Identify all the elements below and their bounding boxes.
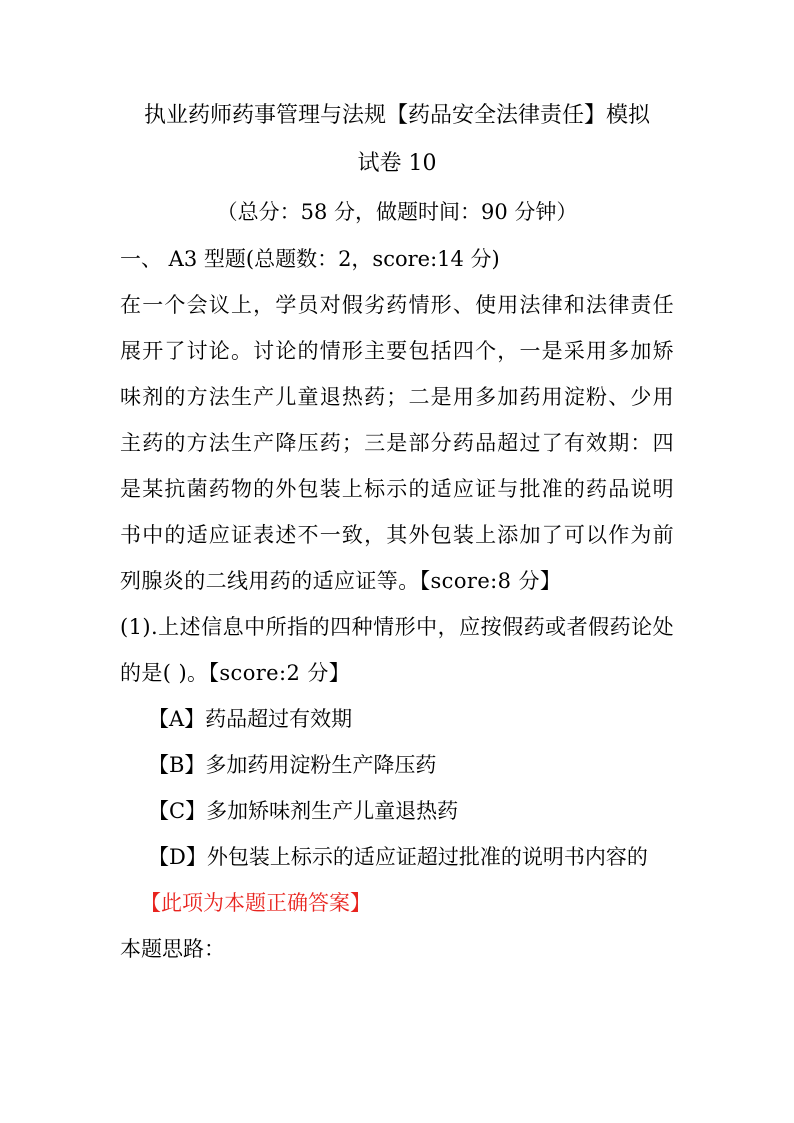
option-d-text: 【D】外包装上标示的适应证超过批准的说明书内容的 <box>148 845 648 869</box>
option-b: 【B】多加药用淀粉生产降压药 <box>148 753 437 777</box>
correct-answer-marker: 【此项为本题正确答案】 <box>140 891 371 915</box>
option-c: 【C】多加矫味剂生产儿童退热药 <box>148 799 459 823</box>
option-d <box>120 834 674 926</box>
option-a: 【A】药品超过有效期 <box>148 707 353 731</box>
title-line-1: 执业药师药事管理与法规【药品安全法律责任】模拟 <box>143 103 650 128</box>
section-heading: 一、 A3 型题(总题数：2，score:14 分) <box>120 247 500 271</box>
question-stem: (1).上述信息中所指的四种情形中，应按假药或者假药论处的是( )。【score:2 分】 <box>120 615 674 685</box>
question-passage: 在一个会议上，学员对假劣药情形、使用法律和法律责任展开了讨论。讨论的情形主要包括四个，一是采用多加矫味剂的方法生产儿童退热药；二是用多加药用淀粉、少用主药的方法生产降压药；三是部分药品超过了有效期：四是某抗菌药物的外包装上标示的适应证与批准的药品说明书中的适应证表述不一致，其外包装上添加了可以作为前列腺炎的二线用药的适应证等。【score:8 分】 <box>120 293 674 593</box>
exam-summary: （总分：58 分，做题时间：90 分钟） <box>216 200 578 224</box>
title-line-2: 试卷 10 <box>357 151 437 176</box>
analysis-label: 本题思路： <box>120 937 225 961</box>
page-title <box>120 92 674 188</box>
